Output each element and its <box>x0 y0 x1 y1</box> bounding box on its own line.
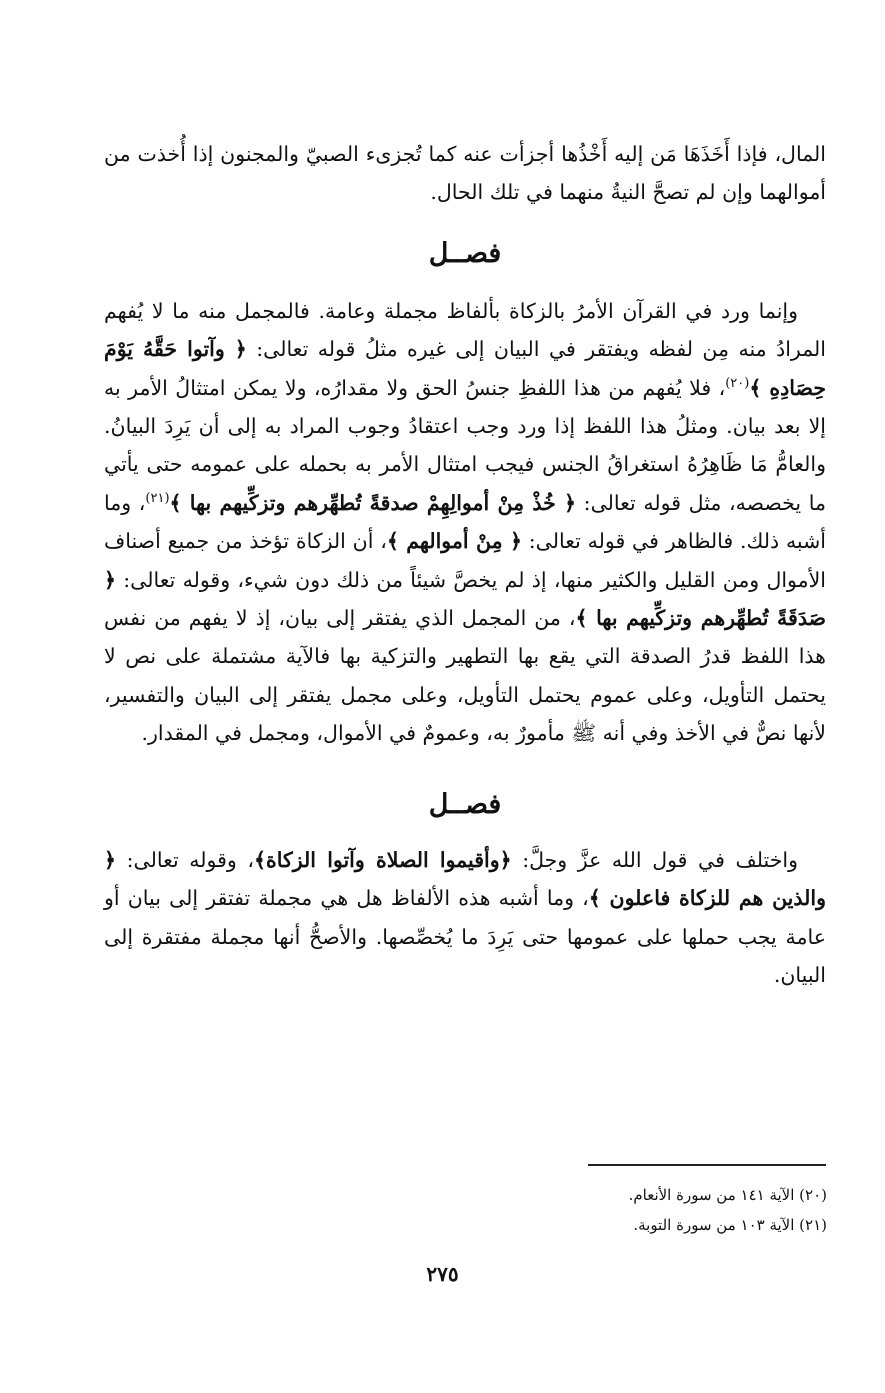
section1-text-5: ، من المجمل الذي يفتقر إلى بيان، إذ لا يفهم من نفس هذا اللفظ قدرُ الصدقة التي يقع بها التطهير والتزكية بها فالآية مشتملة على نص لا يحتمل التأويل، وعلى عموم يحتمل التأويل، وعلى مجمل يفتقر إلى البيان والتفسير، لأنها نصٌّ في الأخذ وفي أنه ﷺ مأمورٌ به، وعمومٌ في الأموال، ومجمل في المقدار. <box>104 606 826 746</box>
section2-paragraph <box>104 841 826 995</box>
section2-text-3: ، وما أشبه هذه الألفاظ هل هي مجملة تفتقر إلى بيان أو عامة يجب حملها على عمومها حتى يَرِدَ ما يُخصِّصها. والأصحُّ أنها مجملة مفتقرة إلى البيان. <box>104 886 826 987</box>
quran-quote-6: ﴿ والذين هم للزكاة فاعلون ﴾ <box>104 847 826 911</box>
quran-quote-1: ﴿ وآتوا حَقَّهُ يَوْمَ حِصَادِهِ ﴾ <box>104 337 827 400</box>
section1-text-3: ، وما أشبه ذلك. فالظاهر في قوله تعالى: <box>104 490 826 554</box>
section1-text-4: ، أن الزكاة تؤخذ من جميع أصناف الأموال ومن القليل والكثير منها، إذ لم يخصَّ شيئاً من ذلك دون شيء، وقوله تعالى: <box>104 529 826 592</box>
section1-text-1: وإنما ورد في القرآن الأمرُ بالزكاة بألفاظ مجملة وعامة. فالمجمل منه ما لا يُفهم المرادُ منه مِن لفظه ويفتقر في البيان إلى غيره مثلُ قوله تعالى: <box>104 298 826 362</box>
footnote-ref-21: (٢١) <box>145 491 170 507</box>
footnote-20: (٢٠) الآية ١٤١ من سورة الأنعام. <box>628 1186 827 1204</box>
intro-paragraph: المال، فإذا أَخَذَهَا مَن إليه أَخْذُها أجزأت عنه كما تُجزىء الصبيّ والمجنون إذا أُخذت من أموالهما وإن لم تصحَّ النيةُ منهما في تلك الحال. <box>104 142 826 205</box>
section-heading-1: فصــل <box>428 237 502 269</box>
section-heading-2: فصــل <box>428 788 502 820</box>
page-number: ٢٧٥ <box>426 1262 459 1286</box>
section2-text-1: واختلف في قول الله عزَّ وجلَّ: <box>511 847 798 872</box>
footnote-ref-20: (٢٠) <box>725 375 750 391</box>
page-body <box>104 135 826 994</box>
quran-quote-4: ﴿ صَدَقَةً تُطهِّرهم وتزكِّيهم بها ﴾ <box>104 567 827 631</box>
section1-paragraph <box>104 292 826 753</box>
quran-quote-5: ﴿وأقيموا الصلاة وآتوا الزكاة﴾ <box>253 847 512 872</box>
section1-text-2: ، فلا يُفهم من هذا اللفظِ جنسُ الحق ولا مقدارُه، ولا يمكن امتثالُ الأمر به إلا بعد بيان. ومثلُ هذا اللفظ إذا ورد وجب اعتقادُ وجوب المراد به إلى أن يَرِدَ البيانُ. والعامُّ مَا ظَاهِرُهُ استغراقُ الجنس فيجب امتثال الأمر به بحمله على عمومه حتى يأتي ما يخصصه، مثل قوله تعالى: <box>104 375 826 515</box>
quran-quote-3: ﴿ مِنْ أموالهم ﴾ <box>386 529 522 554</box>
footnote-separator <box>588 1164 826 1166</box>
quran-quote-2: ﴿ خُذْ مِنْ أموالِهِمْ صدقةً تُطهِّرهم وتزكِّيهم بها ﴾ <box>169 490 577 515</box>
section2-text-2: ، وقوله تعالى: <box>116 847 254 872</box>
footnote-21: (٢١) الآية ١٠٣ من سورة التوبة. <box>633 1216 827 1234</box>
footnotes <box>107 1180 827 1240</box>
